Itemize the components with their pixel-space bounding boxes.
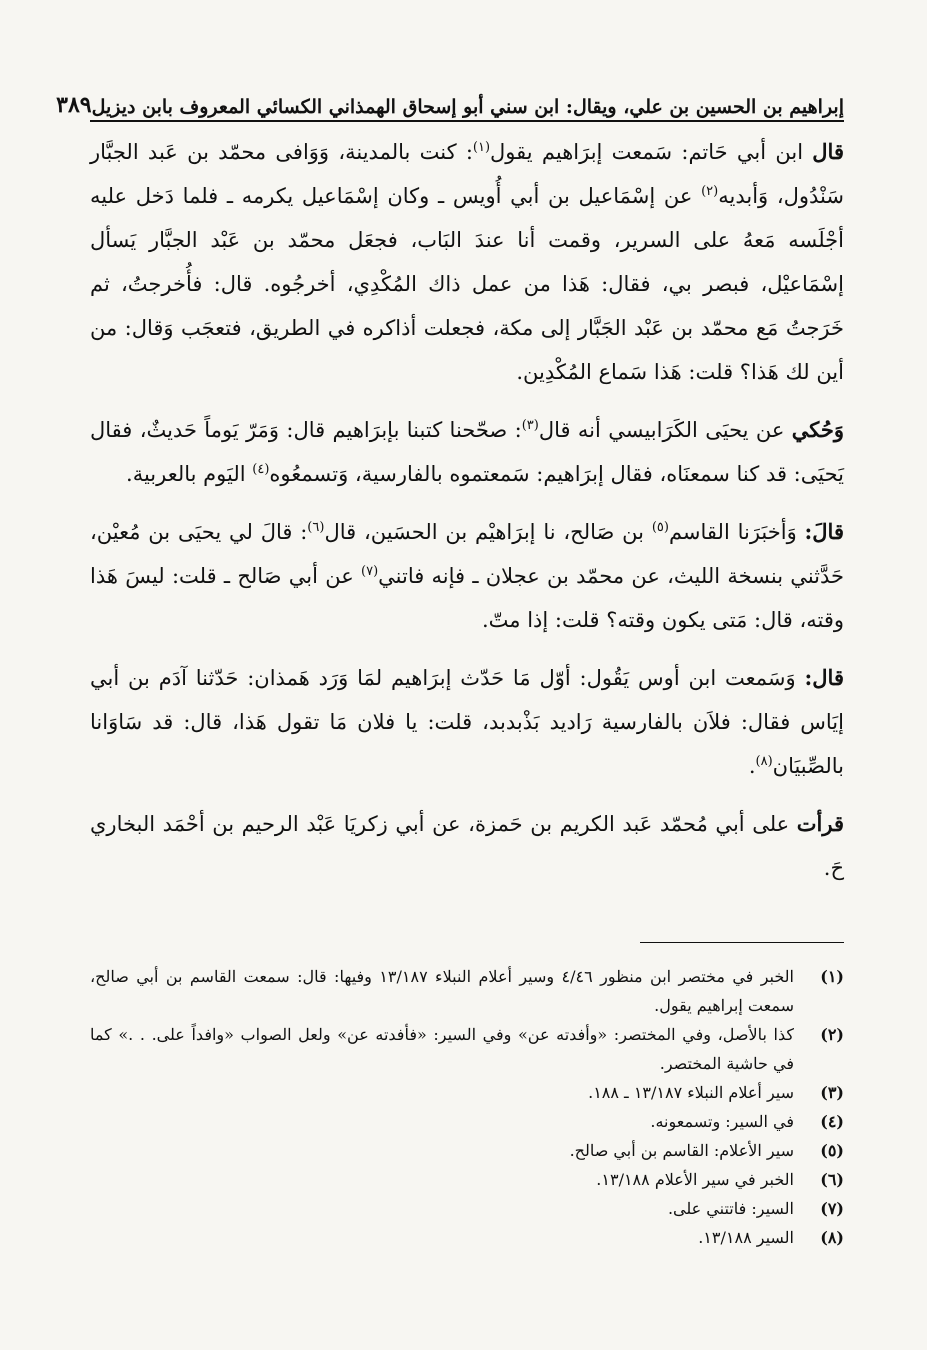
paragraph-text: ابن أبي حَاتم: سَمعت إبرَاهيم يقول xyxy=(490,140,813,164)
paragraph-text: عن إسْمَاعيل بن أبي أُويس ـ وكان إسْمَاعيل يكرمه ـ فلما دَخل عليه أجْلَسه مَعهُ على السرير، وقمت أنا عندَ البَاب، فجعَل محمّد بن عَبْد الجبَّار يَسأل إسْمَاعيْل، فبصر بي، فقال: هَذا من عمل ذاك المُكْدِي، أخرجُوه. قال: فأُخرجتُ، ثم خَرَجتُ مَع محمّد بن عَبْد الجَبَّار إلى مكة، فجعلت أذاكره في الطريق، فتعجَب وَقال: من أين لك هَذا؟ قلت: هَذا سَماع المُكْدِين. xyxy=(90,184,844,384)
footnote-item xyxy=(90,962,844,1020)
paragraph-3 xyxy=(90,510,844,642)
paragraph-text: : قالَ لي يحيَى بن مُعيْن، حَدَّثني بنسخة الليث، عن محمّد بن عجلان ـ فإنه فاتني xyxy=(90,520,844,588)
footnote-number: (٤) xyxy=(820,1112,844,1131)
footnote-item xyxy=(90,1165,844,1194)
footnotes xyxy=(90,962,844,1252)
footnote-ref[interactable]: (٦) xyxy=(307,520,325,535)
footnote-item xyxy=(90,1078,844,1107)
footnote-text: سير الأعلام: القاسم بن أبي صالح. xyxy=(569,1141,794,1160)
paragraph-text: . xyxy=(748,754,756,778)
paragraph-1 xyxy=(90,130,844,394)
footnote-ref[interactable]: (٥) xyxy=(651,520,669,535)
footnote-number: (٧) xyxy=(820,1199,844,1218)
footnote-number: (٦) xyxy=(820,1170,844,1189)
footnote-text: السير ١٣/١٨٨. xyxy=(698,1228,794,1247)
footnote-ref[interactable]: (٤) xyxy=(252,462,270,477)
footnote-ref[interactable]: (٧) xyxy=(361,564,379,579)
paragraph-text: اليَوم بالعربية. xyxy=(126,462,253,486)
paragraph-lead: قالَ: xyxy=(804,519,844,544)
footnote-text: السير: فاتتني على. xyxy=(667,1199,794,1218)
footnote-text: الخبر في سير الأعلام ١٣/١٨٨. xyxy=(596,1170,794,1189)
footnote-ref[interactable]: (٣) xyxy=(521,418,539,433)
footnote-item xyxy=(90,1107,844,1136)
footnote-item xyxy=(90,1020,844,1078)
footnote-text: كذا بالأصل، وفي المختصر: «وأفدته عن» وفي السير: «فأفدته عن» ولعل الصواب «وافداً على. . .» كما في حاشية المختصر. xyxy=(90,1025,794,1073)
paragraph-lead: قال: xyxy=(804,665,844,690)
paragraph-lead: وَحُكي xyxy=(791,417,845,442)
header-rule xyxy=(90,120,844,122)
paragraph-text: : كنت بالمدينة، وَوَافى محمّد بن عَبد الجبَّار سَنْدُول، وَأبديه xyxy=(90,140,844,208)
footnote-number: (٨) xyxy=(820,1228,844,1247)
paragraph-4 xyxy=(90,656,844,788)
footnote-item xyxy=(90,1136,844,1165)
paragraph-text: وَسَمعت ابن أوس يَقُول: أوّل مَا حَدّث إبرَاهيم لمَا وَرَد هَمذان: حَدّثنا آدَم بن أبي إيَاس فقال: فلاَن بالفارسية رَاديد بَذْبدبد، قلت: يا فلان مَا تقول هَذا، قال: قد سَاوَانا بالصِّبيَان xyxy=(90,666,844,778)
paragraph-2 xyxy=(90,408,844,496)
paragraph-text: وَأخبَرَنا القاسم xyxy=(668,520,805,544)
footnote-separator xyxy=(640,942,844,943)
page-number: ٣٨٩ xyxy=(56,92,92,118)
header-title: إبراهيم بن الحسين بن علي، ويقال: ابن سني أبو إسحاق الهمذاني الكسائي المعروف بابن ديزيل xyxy=(91,96,844,118)
footnote-item xyxy=(90,1194,844,1223)
paragraph-text: عن أبي صَالح ـ قلت: ليسَ هَذا وقته، قال: مَتى يكون وقته؟ قلت: إذا متّ. xyxy=(90,564,844,632)
footnote-number: (٢) xyxy=(820,1025,844,1044)
paragraph-text: على أبي مُحمّد عَبد الكريم بن حَمزة، عن أبي زكريَا عَبْد الرحيم بن أحْمَد البخاري حَ. xyxy=(90,812,844,880)
footnote-text: في السير: وتسمعونه. xyxy=(650,1112,794,1131)
footnote-text: سير أعلام النبلاء ١٣/١٨٧ ـ ١٨٨. xyxy=(588,1083,794,1102)
paragraph-text: بن صَالح، نا إبرَاهيْم بن الحسَين، قال xyxy=(324,520,652,544)
footnote-item xyxy=(90,1223,844,1252)
footnote-text: الخبر في مختصر ابن منظور ٤/٤٦ وسير أعلام النبلاء ١٣/١٨٧ وفيها: قال: سمعت القاسم بن أبي صالح، سمعت إبراهيم يقول. xyxy=(90,967,795,1015)
footnote-number: (٣) xyxy=(820,1083,844,1102)
footnote-ref[interactable]: (٨) xyxy=(755,754,773,769)
footnote-ref[interactable]: (٢) xyxy=(701,184,719,199)
paragraph-5 xyxy=(90,802,844,890)
running-header xyxy=(56,78,844,118)
paragraph-lead: قال xyxy=(812,139,844,164)
footnote-ref[interactable]: (١) xyxy=(472,140,491,155)
footnote-number: (٥) xyxy=(820,1141,844,1160)
paragraph-lead: قرأت xyxy=(796,811,844,836)
paragraph-text: : صحّحنا كتبنا بإبرَاهيم قال: وَمَرّ يَوماً حَديثٌ، فقال يَحيَى: قد كنا سمعنَاه، فقال إبرَاهيم: سَمعتموه بالفارسية، وَتسمعُوه xyxy=(90,418,844,486)
main-text xyxy=(90,130,844,904)
footnote-number: (١) xyxy=(820,967,844,986)
paragraph-text: عن يحيَى الكَرَابيسي أنه قال xyxy=(538,418,792,442)
